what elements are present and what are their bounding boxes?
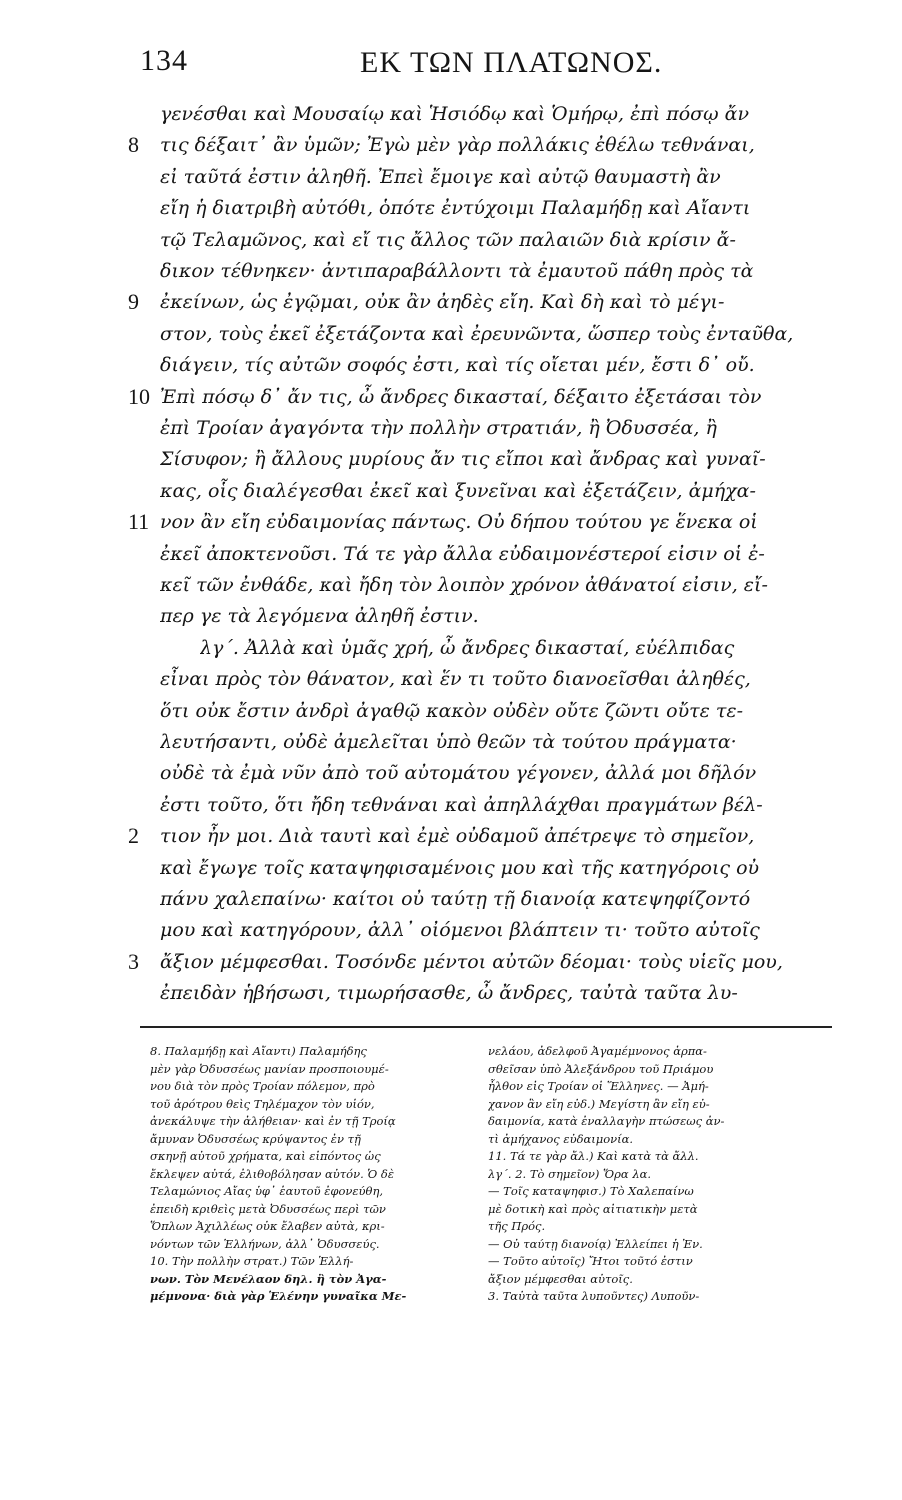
footnote-line: μέμνονα· διὰ γὰρ Ἑλένην γυναῖκα Με- bbox=[150, 1289, 407, 1303]
footnote-line: ἐπειδὴ κριθεὶς μετὰ Ὀδυσσέως περὶ τῶν bbox=[150, 1201, 386, 1216]
text-line: ὅτι οὐκ ἔστιν ἀνδρὶ ἀγαθῷ κακὸν οὐδὲν οὔτε ζῶντι οὔτε τε- bbox=[160, 699, 744, 722]
text-line: κεῖ τῶν ἐνθάδε, καὶ ἤδη τὸν λοιπὸν χρόνον ἀθάνατοί εἰσιν, εἴ- bbox=[160, 574, 768, 596]
text-line: τῷ Τελαμῶνος, καὶ εἴ τις ἄλλος τῶν παλαιῶν διὰ κρίσιν ἄ- bbox=[160, 228, 736, 251]
footnote-line: — Οὐ ταύτῃ διανοίᾳ) Ἐλλείπει ἡ Ἐν. bbox=[488, 1236, 703, 1251]
text-line: ἐκεῖ ἀποκτενοῦσι. Τά τε γὰρ ἄλλα εὐδαιμονέστεροί εἰσιν οἱ ἐ- bbox=[160, 542, 765, 565]
footnote-line: τοῦ ἀρότρου θεὶς Τηλέμαχον τὸν υἱόν, bbox=[150, 1096, 375, 1111]
footnote-line: νων. Τὸν Μενέλαον δηλ. ἢ τὸν Ἀγα- bbox=[150, 1271, 387, 1286]
footnote-line: ἄξιον μέμφεσθαι αὐτοῖς. bbox=[488, 1271, 633, 1286]
section-marker: 2 bbox=[128, 823, 139, 849]
footnote-line: τὶ ἀμήχανος εὐδαιμονία. bbox=[488, 1131, 634, 1146]
page-number: 134 bbox=[140, 44, 188, 77]
text-line: περ γε τὰ λεγόμενα ἀληθῆ ἐστιν. bbox=[160, 605, 479, 628]
text-line: εἶναι πρὸς τὸν θάνατον, καὶ ἕν τι τοῦτο διανοεῖσθαι ἀληθές, bbox=[160, 668, 751, 691]
section-marker: 3 bbox=[128, 948, 139, 974]
text-line: ἐκείνων, ὡς ἐγῷμαι, οὐκ ἂν ἀηδὲς εἴη. Καὶ δὴ καὶ τὸ μέγι- bbox=[160, 291, 725, 314]
footnotes-left-column bbox=[150, 1043, 480, 1306]
section-marker: 10 bbox=[128, 383, 150, 409]
text-line: οὐδὲ τὰ ἐμὰ νῦν ἀπὸ τοῦ αὐτομάτου γέγονεν, ἀλλά μοι δῆλόν bbox=[160, 762, 757, 785]
text-line: μου καὶ κατηγόρουν, ἀλλ᾽ οἰόμενοι βλάπτειν τι· τοῦτο αὐτοῖς bbox=[160, 919, 760, 942]
section-marker: 11 bbox=[128, 509, 150, 535]
footnote-divider bbox=[140, 1026, 832, 1028]
footnote-line: νου διὰ τὸν πρὸς Τροίαν πόλεμον, πρὸ bbox=[150, 1079, 375, 1093]
footnote-line: σθεῖσαν ὑπὸ Ἀλεξάνδρου τοῦ Πριάμου bbox=[488, 1061, 714, 1076]
footnote-line: νελάου, ἀδελφοῦ Ἀγαμέμνονος ἁρπα- bbox=[488, 1044, 707, 1058]
footnote-line: 11. Τά τε γὰρ ἄλ.) Καὶ κατὰ τὰ ἄλλ. bbox=[488, 1149, 699, 1163]
text-line: διάγειν, τίς αὐτῶν σοφός ἐστι, καὶ τίς οἴεται μέν, ἔστι δ᾽ οὔ. bbox=[160, 354, 755, 377]
footnote-line: ἦλθον εἰς Τροίαν οἱ Ἕλληνες. — Ἀμή- bbox=[488, 1079, 709, 1093]
text-line: Ἐπὶ πόσῳ δ᾽ ἄν τις, ὦ ἄνδρες δικασταί, δέξαιτο ἐξετάσαι τὸν bbox=[160, 385, 762, 408]
text-line: ἐπειδὰν ἡβήσωσι, τιμωρήσασθε, ὦ ἄνδρες, ταὐτὰ ταῦτα λυ- bbox=[160, 982, 738, 1005]
footnote-line: δαιμονία, κατὰ ἐναλλαγὴν πτώσεως ἀν- bbox=[488, 1114, 725, 1128]
footnote-line: τῆς Πρός. bbox=[488, 1219, 546, 1233]
footnote-line: μὲν γὰρ Ὀδυσσέως μανίαν προσποιουμέ- bbox=[150, 1061, 389, 1076]
text-line: τις δέξαιτ᾽ ἂν ὑμῶν; Ἐγὼ μὲν γὰρ πολλάκις ἐθέλω τεθνάναι, bbox=[160, 134, 755, 157]
running-title: ΕΚ ΤΩΝ ΠΛΑΤΩΝΟΣ. bbox=[360, 46, 663, 79]
text-line: λευτήσαντι, οὐδὲ ἀμελεῖται ὑπὸ θεῶν τὰ τούτου πράγματα· bbox=[160, 731, 737, 753]
text-line: ἐπὶ Τροίαν ἀγαγόντα τὴν πολλὴν στρατιάν, ἢ Ὀδυσσέα, ἢ bbox=[160, 417, 717, 439]
text-line: εἰ ταῦτά ἐστιν ἀληθῆ. Ἐπεὶ ἔμοιγε καὶ αὐτῷ θαυμαστὴ ἂν bbox=[160, 165, 721, 188]
text-line: τιον ἦν μοι. Διὰ ταυτὶ καὶ ἐμὲ οὐδαμοῦ ἀπέτρεψε τὸ σημεῖον, bbox=[160, 825, 755, 848]
footnote-line: ἄμυναν Ὀδυσσέως κρύψαντος ἐν τῇ bbox=[150, 1131, 361, 1146]
footnote-line: Τελαμώνιος Αἴας ὑφ᾽ ἑαυτοῦ ἐφονεύθη, bbox=[150, 1184, 384, 1198]
text-line: κας, οἷς διαλέγεσθαι ἐκεῖ καὶ ξυνεῖναι καὶ ἐξετάζειν, ἀμήχα- bbox=[160, 479, 756, 502]
footnotes-right-column bbox=[488, 1043, 818, 1306]
text-line: νον ἂν εἴη εὐδαιμονίας πάντως. Οὐ δήπου τούτου γε ἕνεκα οἱ bbox=[160, 511, 758, 534]
text-line: στον, τοὺς ἐκεῖ ἐξετάζοντα καὶ ἐρευνῶντα, ὥσπερ τοὺς ἐνταῦθα, bbox=[160, 322, 794, 345]
footnote-line: χανον ἂν εἴη εὐδ.) Μεγίστη ἂν εἴη εὐ- bbox=[488, 1096, 710, 1111]
text-line: ἄξιον μέμφεσθαι. Τοσόνδε μέντοι αὐτῶν δέομαι· τοὺς υἱεῖς μου, bbox=[160, 950, 783, 973]
text-line: δικον τέθνηκεν· ἀντιπαραβάλλοντι τὰ ἐμαυτοῦ πάθη πρὸς τὰ bbox=[160, 260, 754, 282]
footnote-line: λγ΄. 2. Τὸ σημεῖον) Ὅρα λα. bbox=[488, 1166, 652, 1181]
text-line: γενέσθαι καὶ Μουσαίῳ καὶ Ἡσιόδῳ καὶ Ὁμήρῳ, ἐπὶ πόσῳ ἄν bbox=[160, 103, 750, 125]
text-line: Σίσυφον; ἢ ἄλλους μυρίους ἄν τις εἴποι καὶ ἄνδρας καὶ γυναῖ- bbox=[160, 448, 766, 471]
text-line: καὶ ἔγωγε τοῖς καταψηφισαμένοις μου καὶ τῆς κατηγόροις οὐ bbox=[160, 856, 760, 879]
footnote-line: νόντων τῶν Ἑλλήνων, ἀλλ᾽ Ὀδυσσεύς. bbox=[150, 1236, 380, 1251]
text-line: ἐστι τοῦτο, ὅτι ἤδη τεθνάναι καὶ ἀπηλλάχθαι πραγμάτων βέλ- bbox=[160, 793, 763, 816]
footnote-line: — Τοῖς καταψηφισ.) Τὸ Χαλεπαίνω bbox=[488, 1184, 694, 1198]
footnote-line: 8. Παλαμήδῃ καὶ Αἴαντι) Παλαμήδης bbox=[150, 1044, 367, 1058]
footnote-line: 3. Ταὐτὰ ταῦτα λυποῦντες) Λυποῦν- bbox=[488, 1289, 700, 1303]
footnote-line: ἀνεκάλυψε τὴν ἀλήθειαν· καὶ ἐν τῇ Τροίᾳ bbox=[150, 1114, 396, 1128]
page-header bbox=[0, 38, 902, 88]
footnotes bbox=[0, 1043, 902, 1443]
footnote-line: σκηνῇ αὐτοῦ χρήματα, καὶ εἰπόντος ὡς bbox=[150, 1149, 381, 1163]
footnote-line: — Τοῦτο αὐτοῖς) Ἤτοι τοῦτό ἐστιν bbox=[488, 1254, 693, 1268]
text-line: λγ΄. Ἀλλὰ καὶ ὑμᾶς χρή, ὦ ἄνδρες δικασταί, εὐέλπιδας bbox=[200, 636, 735, 659]
text-line: πάνυ χαλεπαίνω· καίτοι οὐ ταύτῃ τῇ διανοίᾳ κατεψηφίζοντό bbox=[160, 888, 751, 910]
section-marker: 8 bbox=[128, 132, 139, 158]
footnote-line: Ὅπλων Ἀχιλλέως οὐκ ἔλαβεν αὐτὰ, κρι- bbox=[150, 1219, 385, 1233]
footnote-line: ἔκλεψεν αὐτά, ἐλιθοβόλησαν αὐτόν. Ὁ δὲ bbox=[150, 1166, 395, 1181]
footnote-line: 10. Τὴν πολλὴν στρατ.) Τῶν Ἑλλή- bbox=[150, 1254, 354, 1268]
footnote-line: μὲ δοτικὴ καὶ πρὸς αἰτιατικὴν μετὰ bbox=[488, 1201, 698, 1216]
text-line: εἴη ἡ διατριβὴ αὐτόθι, ὁπότε ἐντύχοιμι Παλαμήδῃ καὶ Αἴαντι bbox=[160, 197, 751, 220]
section-marker: 9 bbox=[128, 289, 139, 315]
